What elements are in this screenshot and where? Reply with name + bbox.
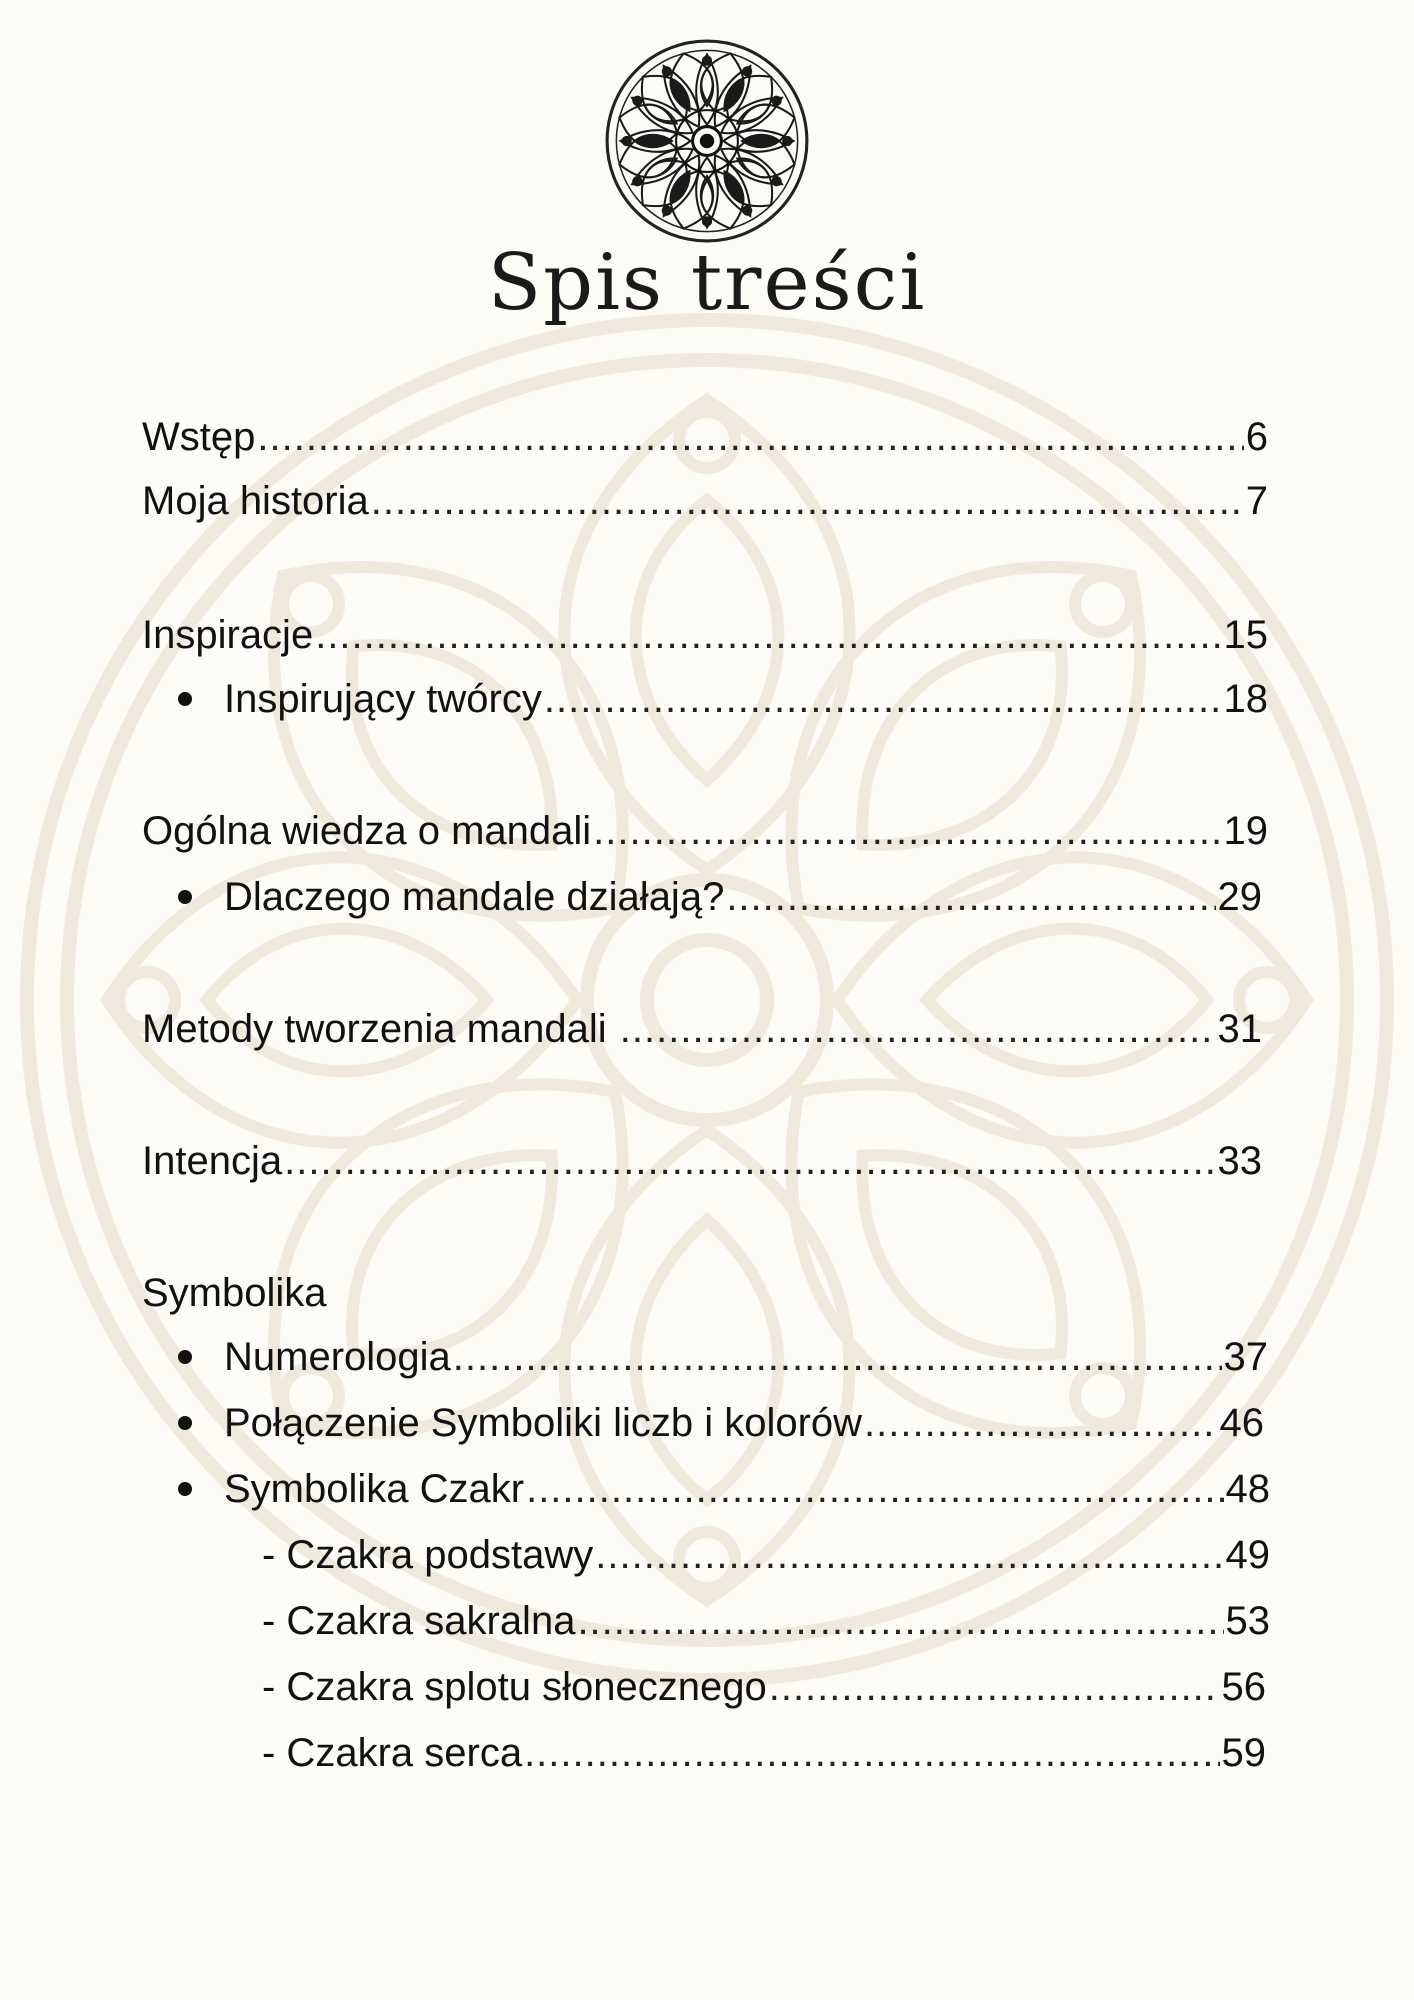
toc-heading-symbolika[interactable]: Symbolika <box>142 1271 327 1315</box>
toc-entry-label: Numerologia <box>224 1335 451 1379</box>
toc-entry-inspirujacy-tworcy[interactable] <box>224 672 1268 726</box>
bullet-icon <box>178 1482 192 1496</box>
toc-leader-dots <box>526 1462 1223 1516</box>
toc-entry-label: Moja historia <box>142 479 369 523</box>
toc-page-number: 19 <box>1223 809 1268 853</box>
toc-entry-label: Metody tworzenia mandali <box>142 1007 618 1051</box>
toc-entry-dlaczego[interactable] <box>224 870 1262 924</box>
toc-leader-dots <box>544 672 1222 726</box>
toc-entry-label: Wstęp <box>142 415 256 459</box>
toc-entry-label: - Czakra serca <box>262 1731 523 1775</box>
toc-leader-dots <box>284 1134 1215 1188</box>
toc-leader-dots <box>864 1396 1217 1450</box>
toc-leader-dots <box>257 410 1243 464</box>
toc-entry-label: Ogólna wiedza o mandali <box>142 809 592 853</box>
toc-entry-numerologia[interactable] <box>224 1330 1268 1384</box>
toc-page-number: 29 <box>1217 875 1262 919</box>
toc-entry-label: - Czakra sakralna <box>262 1599 576 1643</box>
bullet-icon <box>178 1350 192 1364</box>
toc-entry-intencja[interactable] <box>142 1134 1262 1188</box>
toc-entry-metody[interactable] <box>142 1002 1262 1056</box>
bullet-icon <box>178 890 192 904</box>
toc-entry-label: Dlaczego mandale działają? <box>224 875 725 919</box>
toc-entry-czakra-podstawy[interactable] <box>262 1528 1270 1582</box>
toc-entry-label: Inspirujący twórcy <box>224 677 542 721</box>
toc-page-number: 7 <box>1245 479 1268 523</box>
toc-page-number: 18 <box>1223 677 1268 721</box>
toc-leader-dots <box>595 1528 1223 1582</box>
toc-entry-label: Symbolika Czakr <box>224 1467 525 1511</box>
toc-page-number: 53 <box>1225 1599 1270 1643</box>
toc-entry-label: - Czakra splotu słonecznego <box>262 1665 767 1709</box>
toc-entry-moja-historia[interactable] <box>142 474 1268 528</box>
toc-entry-label: - Czakra podstawy <box>262 1533 594 1577</box>
toc-entry-label: Połączenie Symboliki liczb i kolorów <box>224 1401 863 1445</box>
toc-entry-polaczenie[interactable] <box>224 1396 1264 1450</box>
toc-entry-label: Intencja <box>142 1139 283 1183</box>
toc-entry-czakra-sakralna[interactable] <box>262 1594 1270 1648</box>
toc-page-number: 37 <box>1223 1335 1268 1379</box>
toc-page-number: 31 <box>1217 1007 1262 1051</box>
toc-entry-czakra-serca[interactable] <box>262 1726 1266 1780</box>
toc-entry-inspiracje[interactable] <box>142 608 1268 662</box>
toc-entry-ogolna-wiedza[interactable] <box>142 804 1268 858</box>
toc-page-number: 48 <box>1225 1467 1270 1511</box>
toc-leader-dots <box>620 1002 1216 1056</box>
toc-page-number: 33 <box>1217 1139 1262 1183</box>
toc-entry-label: Inspiracje <box>142 613 314 657</box>
toc-entry-wstep[interactable] <box>142 410 1268 464</box>
toc-page-number: 15 <box>1223 613 1268 657</box>
toc-page-number: 6 <box>1245 415 1268 459</box>
toc-leader-dots <box>453 1330 1222 1384</box>
toc-entry-symbolika-czakr[interactable] <box>224 1462 1270 1516</box>
toc-entry-czakra-splotu[interactable] <box>262 1660 1266 1714</box>
toc-leader-dots <box>524 1726 1219 1780</box>
toc-page-number: 46 <box>1219 1401 1264 1445</box>
toc-page-number: 49 <box>1225 1533 1270 1577</box>
toc-leader-dots <box>371 474 1244 528</box>
toc-leader-dots <box>577 1594 1223 1648</box>
toc-page-number: 59 <box>1221 1731 1266 1775</box>
toc-leader-dots <box>315 608 1221 662</box>
toc-leader-dots <box>726 870 1215 924</box>
page-title: Spis treści <box>487 238 927 328</box>
toc-leader-dots <box>593 804 1221 858</box>
bullet-icon <box>178 692 192 706</box>
bullet-icon <box>178 1416 192 1430</box>
toc-page-number: 56 <box>1221 1665 1266 1709</box>
toc-leader-dots <box>769 1660 1220 1714</box>
